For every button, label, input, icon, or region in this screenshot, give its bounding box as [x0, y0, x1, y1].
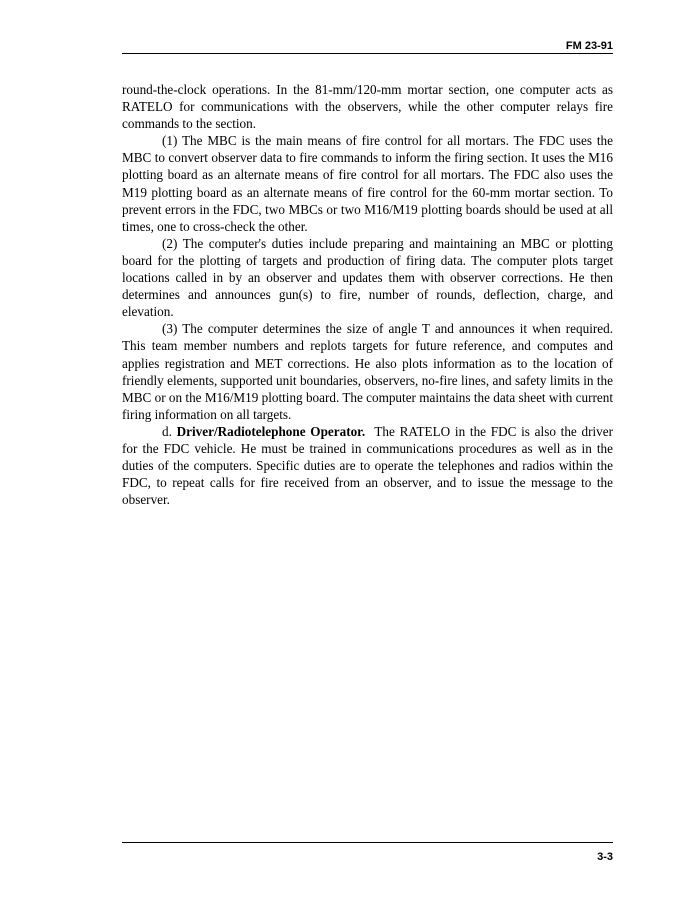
header-rule [122, 53, 613, 54]
subparagraph-heading-period: . [361, 423, 366, 439]
subparagraph-heading: Driver/Radiotelephone Operator [176, 423, 362, 439]
paragraph-continuation: round-the-clock operations. In the 81-mm/120-mm mortar section, one computer acts as RATELO for communications with the observers, while the other computer relays fire commands to the section. [122, 82, 613, 132]
body-text [122, 81, 613, 508]
paragraph-2: (2) The computer's duties include preparing and maintaining an MBC or plotting board for the plotting of targets and production of firing data. The computer plots target locations called in by an observer and updates them with observer corrections. He then determines and announces gun(s) to fire, number of rounds, deflection, charge, and elevation. [122, 235, 613, 320]
subparagraph-text: The RATELO in the FDC is also the driver for the FDC vehicle. He must be trained in communications procedures as well as in the duties of the computers. Specific duties are to operate the telephones and radios within the FDC, to repeat calls for fire received from an observer, and to issue the message to the observer. [122, 423, 614, 508]
manual-id: FM 23-91 [565, 40, 613, 52]
paragraph-3: (3) The computer determines the size of angle T and announces it when required. This team member numbers and replots targets for future reference, and computes and applies registration and MET corrections. He also plots information as to the location of friendly elements, supported unit boundaries, observers, no-fire lines, and safety limits in the MBC or on the M16/M19 plotting board. The computer maintains the data sheet with current firing information on all targets. [122, 321, 613, 422]
paragraph-d [122, 423, 613, 508]
page-number: 3-3 [597, 851, 613, 863]
subparagraph-label: d. [162, 423, 172, 439]
footer-rule [122, 842, 613, 843]
paragraph-1: (1) The MBC is the main means of fire control for all mortars. The FDC uses the MBC to convert observer data to fire commands to inform the firing section. It uses the M16 plotting board as an alternate means of fire control for all mortars. The FDC also uses the M19 plotting board as an alternate means of fire control for the 60-mm mortar section. To prevent errors in the FDC, two MBCs or two M16/M19 plotting boards should be used at all times, one to cross-check the other. [122, 133, 613, 234]
